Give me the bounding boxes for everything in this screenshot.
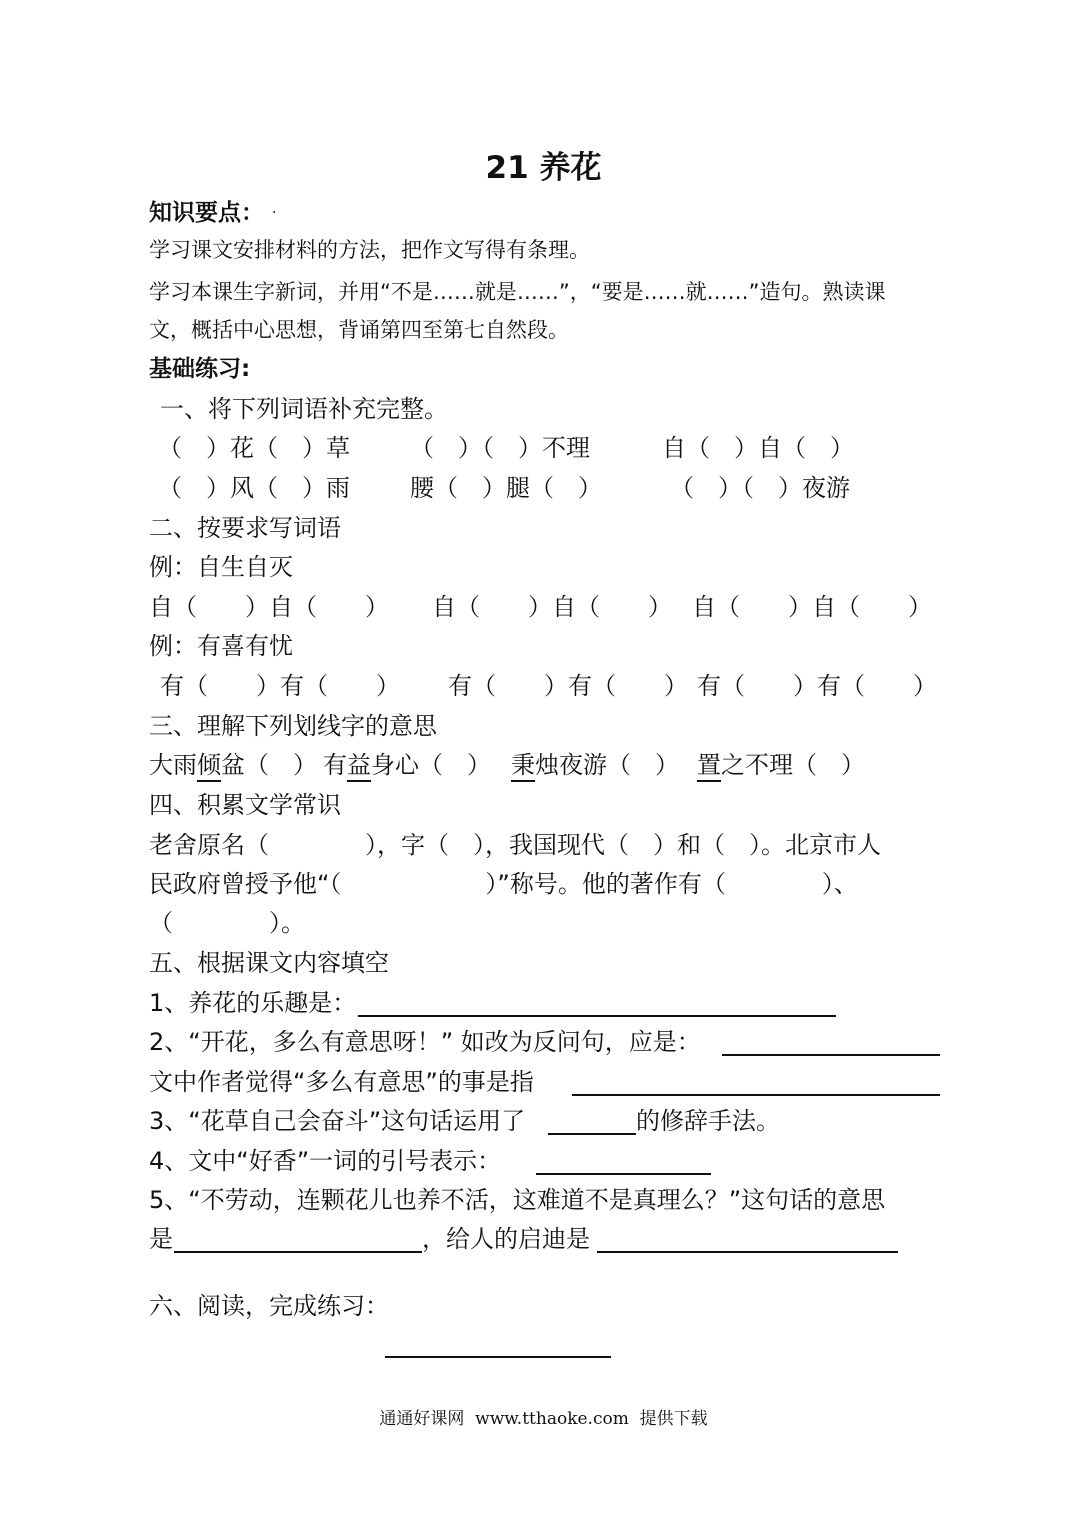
s3-item-4 (697, 753, 865, 777)
s5-question-3b: 的修辞手法。 (636, 1107, 780, 1135)
s3-item-4-underlined: 置 (697, 751, 721, 782)
section-3-heading: 三、理解下列划线字的意思 (149, 712, 437, 740)
s3-item-1-pre: 大雨 (149, 751, 197, 779)
s5-question-5b: 是 (149, 1225, 173, 1253)
s4-line-3: （ ）。 (149, 909, 305, 937)
answer-line-q5b (597, 1251, 898, 1253)
basic-heading-text: 基础练习 (149, 356, 241, 382)
s1-row1-item2: （ ）（ ）不理 (410, 434, 590, 462)
s1-row1-item3: 自（ ）自（ ） (662, 434, 854, 462)
s4-line-2: 民政府曾授予他“（ ）”称号。他的著作有（ ）、 (149, 870, 858, 898)
s3-item-2-pre: 有 (323, 751, 347, 779)
s3-item-3-underlined: 秉 (511, 751, 535, 782)
knowledge-line-1: 学习课文安排材料的方法，把作文写得有条理。 (149, 238, 590, 262)
s5-question-1: 1、养花的乐趣是： (149, 989, 357, 1017)
stray-mark: . (272, 201, 277, 217)
s1-row2-item2: 腰（ ）腿（ ） (410, 474, 602, 502)
s2-row1-item1: 自（ ）自（ ） (149, 593, 389, 621)
s2-row1-item2: 自（ ）自（ ） (432, 593, 672, 621)
page-footer: 通通好课网 www.tthaoke.com 提供下载 (379, 1409, 708, 1429)
s3-item-2 (323, 753, 491, 777)
answer-line-q2 (722, 1054, 940, 1056)
section-6-heading: 六、阅读，完成练习： (149, 1292, 389, 1320)
reading-title-line (385, 1356, 611, 1358)
s5-question-2: 2、“开花，多么有意思呀！” 如改为反问句，应是： (149, 1028, 701, 1056)
knowledge-heading: 知识要点： (149, 200, 264, 226)
s3-item-1 (149, 753, 317, 777)
answer-line-q2b (572, 1094, 940, 1096)
s2-row2-item2: 有（ ）有（ ） (448, 672, 688, 700)
s5-question-5: 5、“不劳动，连颗花儿也养不活，这难道不是真理么？”这句话的意思 (149, 1186, 886, 1214)
s2-row2-item3: 有（ ）有（ ） (697, 672, 937, 700)
page-title: 21 养花 (485, 150, 602, 186)
s3-item-3-post: 烛夜游（ ） (535, 751, 679, 779)
basic-heading (149, 358, 250, 381)
s5-question-4: 4、文中“好香”一词的引号表示： (149, 1147, 502, 1175)
section-5-heading: 五、根据课文内容填空 (149, 949, 389, 977)
answer-line-q1 (358, 1015, 836, 1017)
s2-example-2: 例：有喜有忧 (149, 632, 293, 660)
s3-item-4-post: 之不理（ ） (721, 751, 865, 779)
s3-item-1-post: 盆（ ） (221, 751, 317, 779)
knowledge-line-2: 学习本课生字新词，并用“不是……就是……”，“要是……就……”造句。熟读课 (149, 280, 886, 304)
s3-item-3 (511, 753, 679, 777)
section-4-heading: 四、积累文学常识 (149, 791, 341, 819)
section-2-heading: 二、按要求写词语 (149, 514, 341, 542)
answer-line-q3 (548, 1133, 636, 1135)
s2-example-1: 例：自生自灭 (149, 553, 293, 581)
s2-row2-item1: 有（ ）有（ ） (160, 672, 400, 700)
answer-line-q5a (174, 1251, 422, 1253)
s1-row2-item1: （ ）风（ ）雨 (158, 474, 350, 502)
s5-question-5c: ，给人的启迪是 (422, 1225, 590, 1253)
section-1-heading: 一、将下列词语补充完整。 (160, 395, 448, 423)
s3-item-1-underlined: 倾 (197, 751, 221, 782)
s3-item-2-underlined: 益 (347, 751, 371, 782)
s3-item-2-post: 身心（ ） (371, 751, 491, 779)
s2-row1-item3: 自（ ）自（ ） (692, 593, 932, 621)
answer-line-q4 (536, 1173, 711, 1175)
basic-heading-colon: : (241, 356, 251, 382)
knowledge-line-3: 文，概括中心思想，背诵第四至第七自然段。 (149, 318, 569, 342)
s4-line-1: 老舍原名（ ），字（ ），我国现代（ ）和（ ）。北京市人 (149, 831, 881, 859)
s5-question-2b: 文中作者觉得“多么有意思”的事是指 (149, 1068, 534, 1096)
s1-row1-item1: （ ）花（ ）草 (158, 434, 350, 462)
s1-row2-item3: （ ）（ ）夜游 (670, 474, 850, 502)
s5-question-3a: 3、“花草自己会奋斗”这句话运用了 (149, 1107, 526, 1135)
